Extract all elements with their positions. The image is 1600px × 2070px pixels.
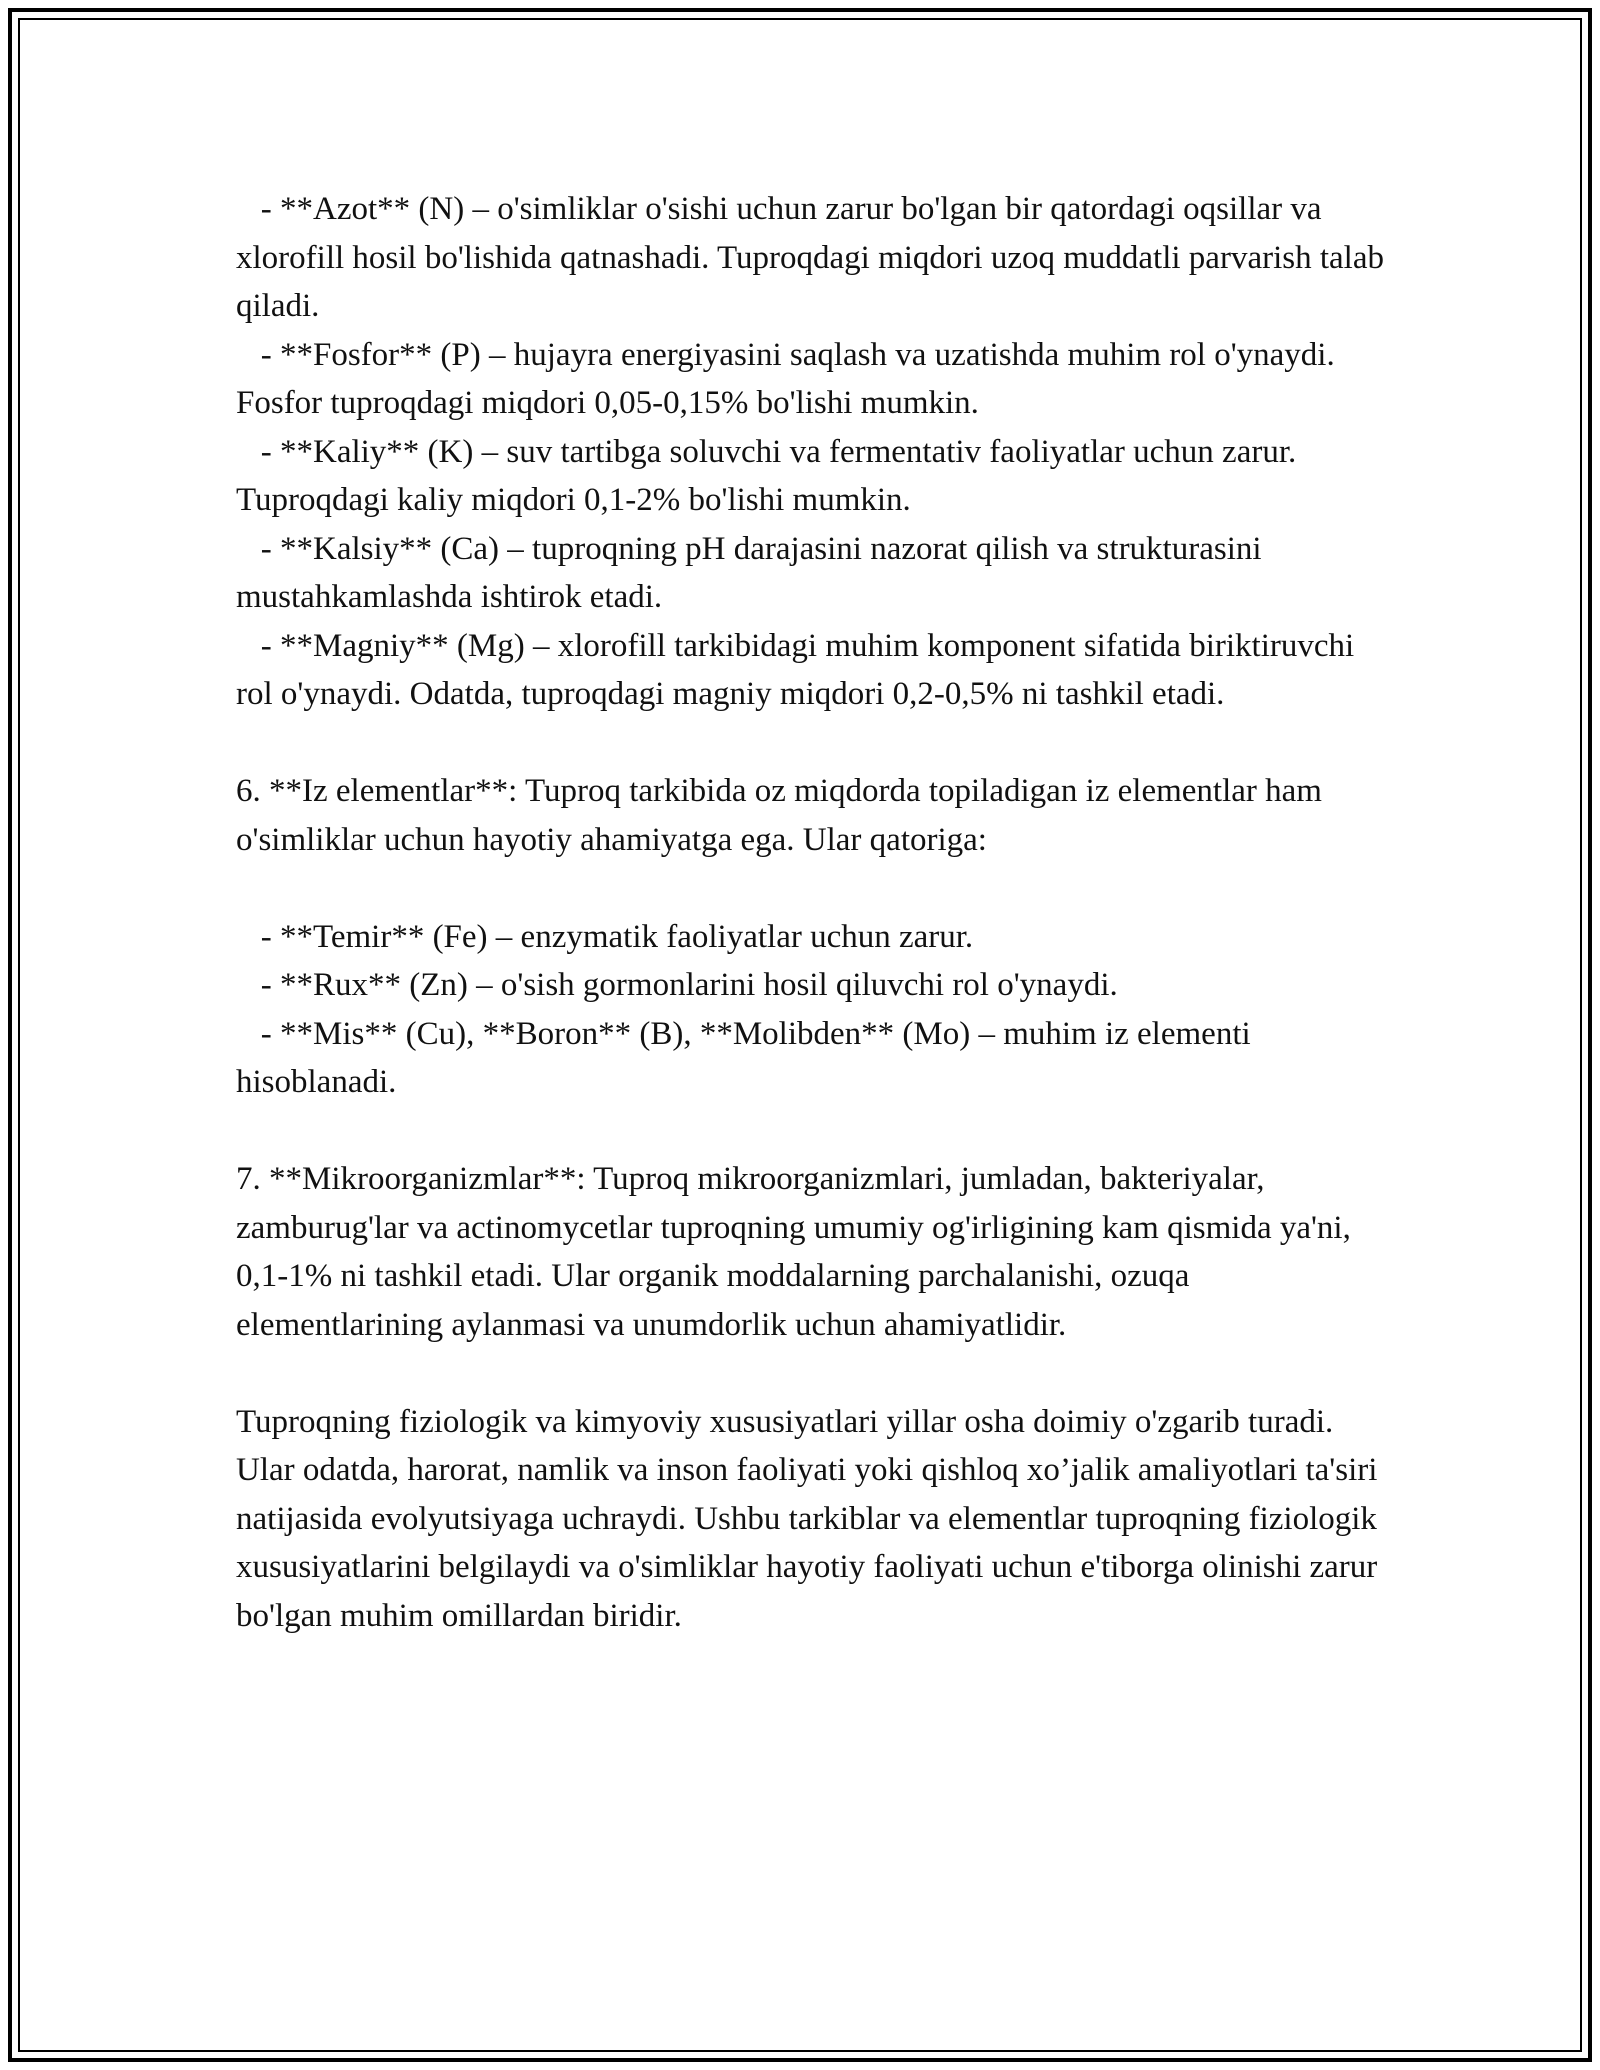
paragraph-gap [236, 719, 1386, 768]
list-item-fosfor: - **Fosfor** (P) – hujayra energiyasini saqlash va uzatishda muhim rol o'ynaydi. Fosfor tuproqdagi miqdori 0,05-0,15% bo'lishi mumkin. [236, 336, 1343, 421]
list-item-kaliy: - **Kaliy** (K) – suv tartibga soluvchi va fermentativ faoliyatlar uchun zarur. Tuproqdagi kaliy miqdori 0,1-2% bo'lishi mumkin. [236, 433, 1304, 518]
section-7-paragraph: 7. **Mikroorganizmlar**: Tuproq mikroorganizmlari, jumladan, bakteriyalar, zamburug'lar va actinomycetlar tuproqning umumiy og'irligining kam qismida ya'ni, 0,1-1% ni tashkil etadi. Ular organik moddalarning parchalanishi, ozuqa elementlarining aylanmasi va unumdorlik uchun ahamiyatlidir. [236, 1161, 1360, 1343]
list-item-temir: - **Temir** (Fe) – enzymatik faoliyatlar uchun zarur. [236, 918, 974, 955]
paragraph-gap [236, 1349, 1386, 1398]
paragraph-gap [236, 1107, 1386, 1156]
list-item-mis-boron-molibden: - **Mis** (Cu), **Boron** (B), **Molibden** (Mo) – muhim iz elementi hisoblanadi. [236, 1015, 1259, 1100]
list-item-kalsiy: - **Kalsiy** (Ca) – tuproqning pH darajasini nazorat qilish va strukturasini mustahkamlashda ishtirok etadi. [236, 530, 1270, 615]
document-body [236, 185, 1393, 1640]
list-item-azot: - **Azot** (N) – o'simliklar o'sishi uchun zarur bo'lgan bir qatordagi oqsillar va xlorofill hosil bo'lishida qatnashadi. Tuproqdagi miqdori uzoq muddatli parvarish talab qiladi. [236, 191, 1393, 324]
list-item-magniy: - **Magniy** (Mg) – xlorofill tarkibidagi muhim komponent sifatida biriktiruvchi rol o'ynaydi. Odatda, tuproqdagi magniy miqdori 0,2-0,5% ni tashkil etadi. [236, 627, 1363, 712]
list-item-rux: - **Rux** (Zn) – o'sish gormonlarini hosil qiluvchi rol o'ynaydi. [236, 967, 1118, 1003]
paragraph-gap [236, 864, 1386, 913]
conclusion-paragraph: Tuproqning fiziologik va kimyoviy xususiyatlari yillar osha doimiy o'zgarib turadi. Ular odatda, harorat, namlik va inson faoliyati yoki qishloq xo’jalik amaliyotlari ta'siri natijasida evolyutsiyaga uchraydi. Ushbu tarkiblar va elementlar tuproqning fiziologik xususiyatlarini belgilaydi va o'simliklar hayotiy faoliyati uchun e'tiborga olinishi zarur bo'lgan muhim omillardan biridir. [236, 1403, 1386, 1634]
section-6-paragraph: 6. **Iz elementlar**: Tuproq tarkibida oz miqdorda topiladigan iz elementlar ham o'simliklar uchun hayotiy ahamiyatga ega. Ular qatoriga: [236, 773, 1331, 858]
